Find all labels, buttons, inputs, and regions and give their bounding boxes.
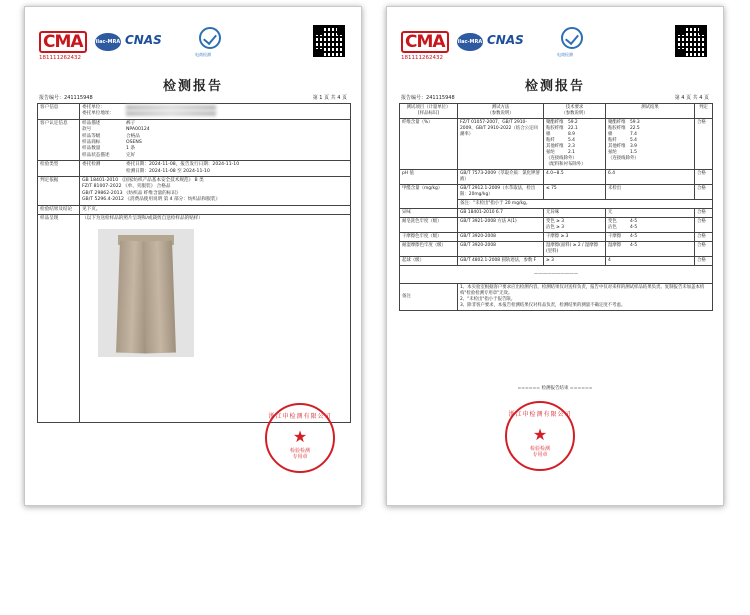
report-page-1: [24, 6, 362, 506]
certification-badge-icon: [561, 27, 583, 49]
table-row: 耐皂洗色牢度（级） GB/T 3921-2008 方法 A(1) 变色 ≥ 3 沾色 ≥ 3 变色 4-5 沾色 4-5 合格: [400, 218, 713, 233]
cma-logo: [401, 31, 449, 61]
results-table: [399, 103, 713, 311]
sample-pants-image: [98, 229, 194, 357]
table-row: 异味 GB 18401-2010 6.7 无异味 无 合格: [400, 209, 713, 218]
badge-label: 电商检测: [195, 52, 211, 57]
report-title: 检测报告: [524, 79, 585, 94]
redacted-value: [126, 105, 216, 110]
table-row: 备注："未检出"指小于 20 mg/kg。: [400, 200, 713, 209]
table-row: ——————————: [400, 266, 713, 284]
cnas-logo: CNAS: [125, 33, 162, 47]
cma-mark: CMA: [401, 31, 449, 53]
seal-star-icon: ★: [532, 425, 548, 444]
info-table: [37, 103, 351, 423]
seal-star-icon: ★: [292, 427, 308, 446]
notes-row: 备注 1、本实验室根据客户要求应出检测内容，检测结果仅对送样负责，报告中仅对来样的测试样品结果负责。复制报告未加盖本机构"检验检测专用章"无效。 2、"未检出"指小于报告限。 3、除非客户要求，本报告检测结果仅对样品负责，检测结果的测量不确定度不考虑。: [400, 284, 713, 311]
table-header-row: 测试项目（计量单位） [样品标识] 测试方法 （参数说明） 技术要求 （参数说明） 测试结果 判定: [400, 104, 713, 119]
declared-info: 样品描述 裤子 款号 NPA00124 样品等级 合格品 样品商标 OSENS 样品数量 1 条 样品状态描述 完好: [80, 119, 351, 160]
table-row: 起球（级） GB/T 4802.1-2008 圆轨迹法，参数 F ≥ 3 4 合格: [400, 257, 713, 266]
inspection-seal: 浙江申检测有限公司 ★ 检验检测 专用章: [505, 401, 575, 471]
table-row: 耐湿摩擦色牢度（级） GB/T 3920-2008 湿摩擦(面料) ≥ 2 / 湿摩擦(里料) 湿摩擦 4-5 合格: [400, 242, 713, 257]
qr-code-icon: [675, 25, 707, 57]
result-value: 见下页。: [80, 205, 351, 214]
report-title: 检测报告: [162, 79, 223, 94]
cma-number: 181111262432: [401, 55, 443, 61]
report-meta: [39, 94, 347, 101]
inspection-seal: 浙江申检测有限公司 ★ 检验检测 专用章: [265, 403, 335, 473]
badge-label: 电商检测: [557, 52, 573, 57]
report-number: 报告编号：241115948: [39, 95, 93, 101]
ilac-logo: ilac-MRA: [457, 33, 483, 51]
report-page-4: [386, 6, 724, 506]
photo-cell: [80, 215, 351, 423]
client-info: 委托单位： 委托单位地址：: [80, 104, 351, 120]
photo-label: 样品呈现: [38, 215, 80, 423]
result-label: 检验结果及结论: [38, 205, 80, 214]
report-meta: [401, 94, 709, 101]
basis-label: 判定依据: [38, 177, 80, 206]
table-row: 甲醛含量（mg/kg） GB/T 2912.1-2009（水萃取法，检出限：20mg/kg） ≤ 75 未检出 合格: [400, 185, 713, 200]
report-number: 报告编号：241115948: [401, 95, 455, 101]
redacted-value: [126, 111, 216, 116]
test-type-info: 委托检测 委托日期：2024-11-08，报告发行日期：2024-11-10 检测日期：2024-11-08 至 2024-11-10: [80, 161, 351, 177]
ilac-logo: ilac-MRA: [95, 33, 121, 51]
cnas-logo: CNAS: [487, 33, 524, 47]
qr-code-icon: [313, 25, 345, 57]
page-indicator: 第 1 页 共 4 页: [312, 95, 347, 101]
certification-logos: [39, 25, 299, 65]
declared-section-label: 客户认定信息: [38, 119, 80, 160]
basis-info: GB 18401-2010 《国家纺织产品基本安全技术规范》 B 类 FZ/T 81007-2022 《单、夹服装》 合格品 GB/T 29862-2013 《纺织品 纤维含量的标识》 GB/T 5296.4-2012 《消费品使用说明 第 4 部分：纺织品和服装》: [80, 177, 351, 206]
certification-logos: [401, 25, 661, 65]
cma-logo: [39, 31, 87, 61]
photo-caption: （以下为送检样品的照片呈现和/或裁剪自送检样品的贴样）: [82, 216, 203, 222]
test-type-label: 检验类型: [38, 161, 80, 177]
table-row: pH 值 GB/T 7573-2009（萃取介质：氯化钾溶液） 4.0~8.5 6.4 合格: [400, 170, 713, 185]
table-row: 纤维含量（%） FZ/T 01057-2007、GB/T 2910-2009、GB/T 2910-2022（结合公定回潮率） 聚酯纤维 59.2 粘胶纤维 22.1 棉 8.9 粘纤 5.4 其他纤维 2.3 氨纶 2.1 （连接线除外） （配料和衬布除外） 聚酯纤维 59.3 粘胶纤维 22.5 棉 7.4 粘纤 5.4 其他纤维 3.9 氨纶 1.5 （连接线除外） 合格: [400, 119, 713, 170]
cma-mark: CMA: [39, 31, 87, 53]
report-end-marker: ====== 检测报告结束 ======: [517, 386, 593, 391]
page-indicator: 第 4 页 共 4 页: [674, 95, 709, 101]
table-row: 干摩擦色牢度（级） GB/T 3920-2008 干摩擦 ≥ 3 干摩擦 4-5 合格: [400, 233, 713, 242]
cma-number: 181111262432: [39, 55, 81, 61]
client-section-label: 客户信息: [38, 104, 80, 120]
certification-badge-icon: [199, 27, 221, 49]
